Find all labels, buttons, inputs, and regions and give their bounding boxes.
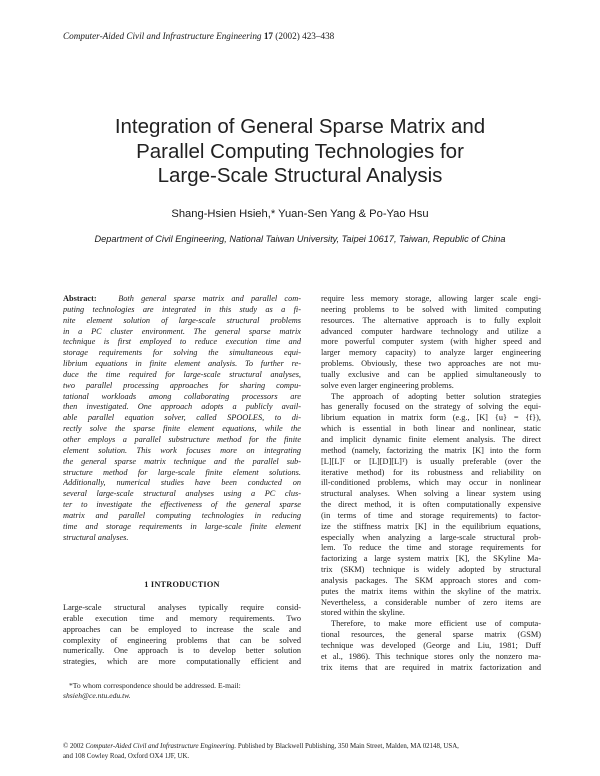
abstract-line: technique is first employed to reduce execution time and — [63, 337, 301, 347]
body-line: The approach of adopting better solution strategies — [331, 391, 541, 401]
copyright-line: and 108 Cowley Road, Oxford OX4 1JF, UK. — [63, 753, 190, 760]
running-header — [63, 31, 334, 41]
body-line: iterative method) for its robustness and reliability on — [321, 467, 541, 477]
abstract-line: Additionally, numerical studies have been conducted on — [63, 478, 301, 488]
author-list: Shang-Hsien Hsieh,* Yuan-Sen Yang & Po-Yao Hsu — [171, 208, 429, 220]
paper-title — [60, 115, 540, 189]
body-line: structural analyses. When solving a linear system using — [321, 489, 541, 499]
abstract-line: ter to investigate the effectiveness of the general sparse — [63, 500, 301, 510]
abstract-line: element solution. This work focuses more on integrating — [63, 445, 301, 455]
body-line: approaches can be employed to increase the scale and — [63, 624, 301, 634]
body-line: Nevertheless, a considerable number of zero items are — [321, 597, 541, 607]
abstract-line: nite element solution of large-scale structural problems — [63, 315, 301, 325]
volume-number: 17 — [263, 31, 273, 41]
body-line: especially when analyzing a large-scale structural prob- — [321, 532, 541, 542]
body-line: trix items that are required in matrix factorization and — [321, 662, 541, 672]
body-line: ill-conditioned problems, which may occur in nonlinear — [321, 478, 541, 488]
body-line: lem. To reduce the time and storage requirements for — [321, 543, 541, 553]
body-line: numerically. One approach is to develop better solution — [63, 646, 301, 656]
body-line: advanced computer hardware technology and utilize a — [321, 326, 541, 336]
intro-paragraph — [63, 603, 301, 668]
body-line: librium equation in matrix form (e.g., [K] {u} = {f}), — [321, 413, 541, 423]
title-line: Parallel Computing Technologies for — [136, 139, 464, 163]
title-line: Large-Scale Structural Analysis — [157, 164, 443, 187]
body-line: strategies, which are more computationally efficient and — [63, 657, 301, 667]
body-line: factorizing a large system matrix [K], the SKyline Ma- — [321, 554, 541, 564]
abstract-line: librium equations in finite element analysis. To further re- — [63, 359, 301, 369]
abstract-line: puting technologies are integrated in this study as a fi- — [63, 304, 301, 314]
abstract-line: storage requirements for solving the simultaneous equi- — [63, 348, 301, 358]
footnote-text: *To whom correspondence should be addressed. E-mail: — [69, 681, 241, 690]
abstract-line: rectly solve the sparse finite element equations, while the — [63, 424, 301, 434]
body-line: more powerful computer system (with higher speed and — [321, 337, 541, 347]
body-line: Large-scale structural analyses typically require consid- — [63, 603, 301, 612]
body-line: technique was developed (George and Liu, 1981; Duff — [321, 641, 541, 650]
abstract-line: in a PC cluster environment. The general sparse matrix — [63, 326, 301, 336]
copyright-line: © 2002 Computer-Aided Civil and Infrastructure Engineering. Published by Blackwell Publishing, 350 Main Street, Malden, MA 02148, USA, — [63, 743, 459, 750]
body-line: analysis packages. The SKM approach stores and com- — [321, 575, 541, 585]
abstract-line: structure method for large-scale finite element solutions. — [63, 467, 301, 477]
abstract-line: tational workloads among collaborating processors are — [63, 391, 301, 401]
body-line: method (namely, factorizing the matrix [K] into the form — [321, 445, 541, 455]
affiliation: Department of Civil Engineering, National Taiwan University, Taipei 10617, Taiwan, Republic of China — [94, 234, 506, 244]
abstract-line: duce the time required for large-scale structural analyses, — [63, 369, 301, 379]
abstract-line: two parallel processing approaches for sharing compu- — [63, 380, 301, 390]
page-range: 423–438 — [302, 31, 335, 41]
body-line: has generally focused on the strategy of solving the equi- — [321, 402, 541, 412]
publication-year: (2002) — [275, 31, 300, 41]
abstract-line: matrix and parallel computing technologies in reducing — [63, 510, 301, 520]
body-line: resources. The alternative approach is to fully exploit — [321, 315, 541, 325]
body-line: (in terms of time and storage requirements) to factor- — [321, 510, 541, 520]
abstract — [63, 294, 301, 543]
body-line: stored within the skyline. — [321, 608, 405, 618]
section-heading: 1 INTRODUCTION — [144, 580, 220, 589]
title-line: Integration of General Sparse Matrix and — [114, 115, 486, 138]
abstract-line: time and storage requirements in large-scale finite element — [63, 521, 301, 531]
abstract-line: several large-scale structural analyses using a PC clus- — [63, 489, 301, 499]
body-line: require less memory storage, allowing larger scale engi- — [321, 294, 541, 303]
body-line: tional resources, the general sparse matrix (GSM) — [321, 630, 541, 640]
body-line: problems. Obviously, these two approaches are not mu- — [321, 359, 541, 369]
body-line: erable execution time and memory requirements. Two — [63, 613, 301, 623]
abstract-line: able parallel equation solver, called SPOOLES, to di- — [63, 413, 301, 423]
body-line: solve even larger engineering problems. — [321, 380, 454, 390]
body-line: trix (SKM) technique is widely adopted by structural — [321, 565, 541, 575]
body-line: putes the matrix items within the skyline of the matrix. — [321, 586, 541, 596]
body-line: complexity of engineering problems that can be solved — [63, 635, 301, 645]
body-line: neering problems to be solved with limited computing — [321, 304, 541, 314]
abstract-line: structural analyses. — [63, 532, 129, 542]
body-line: larger memory capacity) to analyze larger engineering — [321, 348, 541, 358]
abstract-line: the general sparse matrix technique and the parallel sub- — [63, 456, 301, 466]
body-line: ize the stiffness matrix [K] in the equilibrium equations, — [321, 521, 541, 531]
abstract-label: Abstract: — [63, 294, 97, 303]
body-line: tually exclusive and can be applied simultaneously to — [321, 369, 541, 379]
body-line: the direct method, it is often computationally expensive — [321, 500, 541, 510]
body-line: Therefore, to make more efficient use of computa- — [331, 619, 541, 629]
abstract-line: other employs a parallel substructure method for the finite — [63, 434, 301, 444]
copyright-journal: Computer-Aided Civil and Infrastructure Engineering. — [85, 743, 237, 750]
abstract-line: then investigated. One approach adopts a publicly avail- — [63, 402, 301, 412]
copyright-notice — [63, 742, 541, 762]
footnote-email: shsieh@ce.ntu.edu.tw. — [63, 691, 131, 701]
right-column — [321, 294, 541, 674]
body-line: which is essential in both linear and nonlinear, static — [321, 424, 541, 434]
abstract-line: Abstract: Both general sparse matrix and parallel com- — [63, 294, 301, 303]
body-line: et al., 1986). This technique stores only the nonzero ma- — [321, 651, 541, 661]
body-line: and implicit dynamic finite element analysis. The direct — [321, 434, 541, 444]
footnote — [63, 681, 301, 701]
body-line: [L][L]ᵀ or [L][D][L]ᵀ) is usually preferable (over the — [321, 456, 541, 466]
journal-name: Computer-Aided Civil and Infrastructure Engineering — [63, 31, 262, 41]
